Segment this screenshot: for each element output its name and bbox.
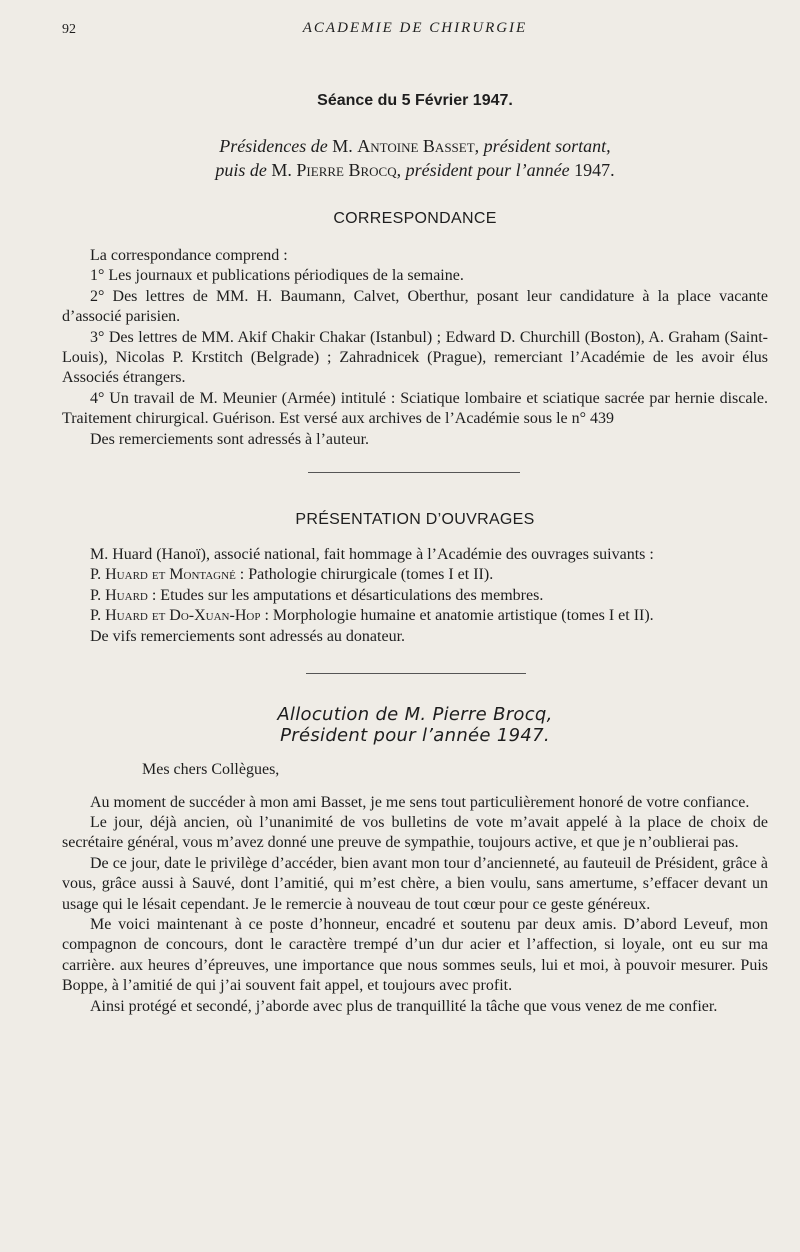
- allocution-title: [62, 704, 768, 746]
- page-number: 92: [62, 22, 76, 37]
- president-incoming-year: 1947.: [574, 160, 615, 180]
- presentation-heading: PRÉSENTATION D’OUVRAGES: [295, 511, 535, 529]
- speech-salutation: Mes chers Collègues,: [142, 761, 280, 779]
- correspondance-paragraph: Des remerciements sont adressés à l’auteur.: [90, 430, 370, 448]
- speech-paragraph: De ce jour, date le privilège d’accéder, bien avant mon tour d’ancienneté, au fauteuil de Président, grâce à vous, grâce aussi à Sauvé, dont l’amitié, qui m’est chère, a bien voulu, sans amertume, s’effacer devant un usage qui le lésait cependant. Je le remercie à nouveau de tout cœur pour ce geste généreux.: [62, 854, 768, 913]
- running-head: [62, 16, 768, 46]
- president-incoming-role: président pour l’année: [405, 160, 570, 180]
- presidency-m-2: M.: [271, 160, 292, 180]
- presidency-line-1: [62, 134, 768, 158]
- allocution-speech: [62, 760, 768, 1017]
- document-page: [62, 16, 768, 1017]
- correspondance-paragraph: 3° Des lettres de MM. Akif Chakir Chakar (Istanbul) ; Edward D. Churchill (Boston), A. Graham (Saint-Louis), Nicolas P. Krstitch (Belgrade) ; Zahradnicek (Prague), remerciant l’Académie de les avoir élus Associés étrangers.: [62, 328, 768, 387]
- correspondance-paragraph: 1° Les journaux et publications périodiques de la semaine.: [90, 267, 464, 285]
- speech-paragraph: Le jour, déjà ancien, où l’unanimité de vos bulletins de vote m’avait appelé à la place de choix de secrétaire général, vous m’avez donné une preuve de sympathie, toujours active, et que je n’oublierai pas.: [62, 813, 768, 852]
- presidency-line-2: [62, 158, 768, 182]
- section-divider: [308, 472, 520, 473]
- journal-title: ACADEMIE DE CHIRURGIE: [302, 20, 528, 36]
- section-divider: [306, 673, 526, 674]
- president-outgoing-role: président sortant,: [483, 136, 611, 156]
- presidency-prefix-1: Présidences de: [219, 136, 328, 156]
- president-incoming-name: Pierre Brocq,: [296, 160, 402, 180]
- presidency-prefix-2: puis de: [215, 160, 267, 180]
- president-outgoing-name: Antoine Basset,: [357, 136, 480, 156]
- presentation-work: [62, 606, 768, 626]
- correspondance-section: [62, 246, 768, 450]
- correspondance-heading: CORRESPONDANCE: [333, 210, 497, 227]
- work-title: : Morphologie humaine et anatomie artistique (tomes I et II).: [260, 607, 654, 625]
- allocution-title-line-2: Président pour l’année 1947.: [280, 725, 550, 747]
- work-authors: P. Huard et Montagné: [90, 566, 236, 584]
- work-authors: P. Huard et Do-Xuan-Hop: [90, 607, 261, 625]
- work-title: : Etudes sur les amputations et désarticulations des membres.: [147, 586, 544, 604]
- presidency-block: [62, 134, 768, 182]
- work-authors: P. Huard: [90, 586, 148, 604]
- correspondance-paragraph: 4° Un travail de M. Meunier (Armée) intitulé : Sciatique lombaire et sciatique sacrée par hernie discale. Traitement chirurgical. Guérison. Est versé aux archives de l’Académie sous le n° 439: [62, 389, 768, 428]
- speech-paragraph: Me voici maintenant à ce poste d’honneur, encadré et soutenu par deux amis. D’abord Leveuf, mon compagnon de concours, dont le caractère trempé d’un dur acier et l’affection, si loyale, ont eu sur ma carrière. aux heures d’épreuves, une importance que nous sommes seuls, lui et moi, à pouvoir mesurer. Puis Boppe, à l’amitié de qui j’ai souvent fait appel, et toujours avec profit.: [62, 915, 768, 995]
- correspondance-paragraph: La correspondance comprend :: [90, 247, 288, 264]
- presentation-intro: M. Huard (Hanoï), associé national, fait hommage à l’Académie des ouvrages suivants :: [90, 546, 654, 564]
- correspondance-paragraph: 2° Des lettres de MM. H. Baumann, Calvet, Oberthur, posant leur candidature à la place vacante d’associé parisien.: [62, 287, 768, 326]
- session-title: Séance du 5 Février 1947.: [317, 92, 513, 109]
- presentation-work: [62, 586, 768, 606]
- presidency-m-1: M.: [332, 136, 353, 156]
- presentation-section: [62, 545, 768, 647]
- presentation-work: [62, 565, 768, 585]
- presentation-thanks: De vifs remerciements sont adressés au donateur.: [90, 627, 406, 645]
- speech-paragraph: Au moment de succéder à mon ami Basset, je me sens tout particulièrement honoré de votre confiance.: [90, 793, 750, 811]
- speech-paragraph: Ainsi protégé et secondé, j’aborde avec plus de tranquillité la tâche que vous venez de me confier.: [90, 997, 718, 1015]
- work-title: : Pathologie chirurgicale (tomes I et II).: [235, 566, 494, 584]
- allocution-title-line-1: Allocution de M. Pierre Brocq,: [277, 704, 553, 726]
